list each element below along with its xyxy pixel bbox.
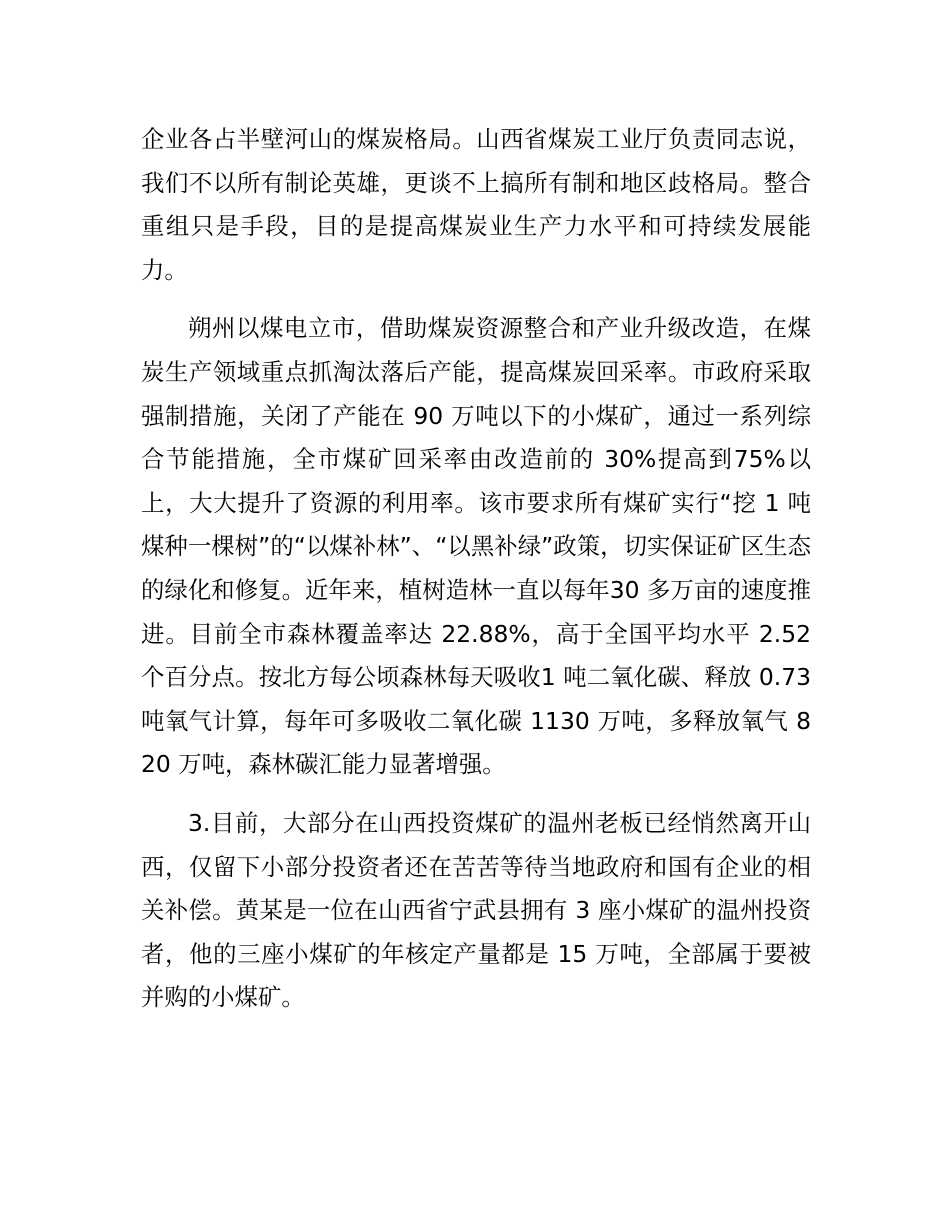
paragraph-coal-pattern: 企业各占半壁河山的煤炭格局。山西省煤炭工业厅负责同志说，我们不以所有制论英雄，更谈不上搞所有制和地区歧格局。整合重组只是手段，目的是提高煤炭业生产力水平和可持续发展能力。 xyxy=(141,125,811,284)
document-page xyxy=(141,118,811,1035)
paragraph-shuozhou: 朔州以煤电立市，借助煤炭资源整合和产业升级改造，在煤炭生产领域重点抓淘汰落后产能，提高煤炭回采率。市政府采取强制措施，关闭了产能在 90 万吨以下的小煤矿，通过一系列综合节能措施，全市煤矿回采率由改造前的 30%提高到75%以上，大大提升了资源的利用率。该市要求所有煤矿实行“挖 1 吨煤种一棵树”的“以煤补林”、“以黑补绿”政策，切实保证矿区生态的绿化和修复。近年来，植树造林一直以每年30 多万亩的速度推进。目前全市森林覆盖率达 22.88%，高于全国平均水平 2.52 个百分点。按北方每公顷森林每天吸收1 吨二氧化碳、释放 0.73 吨氧气计算，每年可多吸收二氧化碳 1130 万吨，多释放氧气 820 万吨，森林碳汇能力显著增强。 xyxy=(141,314,811,779)
paragraph-wenzhou-investors: 3.目前，大部分在山西投资煤矿的温州老板已经悄然离开山西，仅留下小部分投资者还在苦苦等待当地政府和国有企业的相关补偿。黄某是一位在山西省宁武县拥有 3 座小煤矿的温州投资者，他的三座小煤矿的年核定产量都是 15 万吨，全部属于要被并购的小煤矿。 xyxy=(141,808,811,1012)
